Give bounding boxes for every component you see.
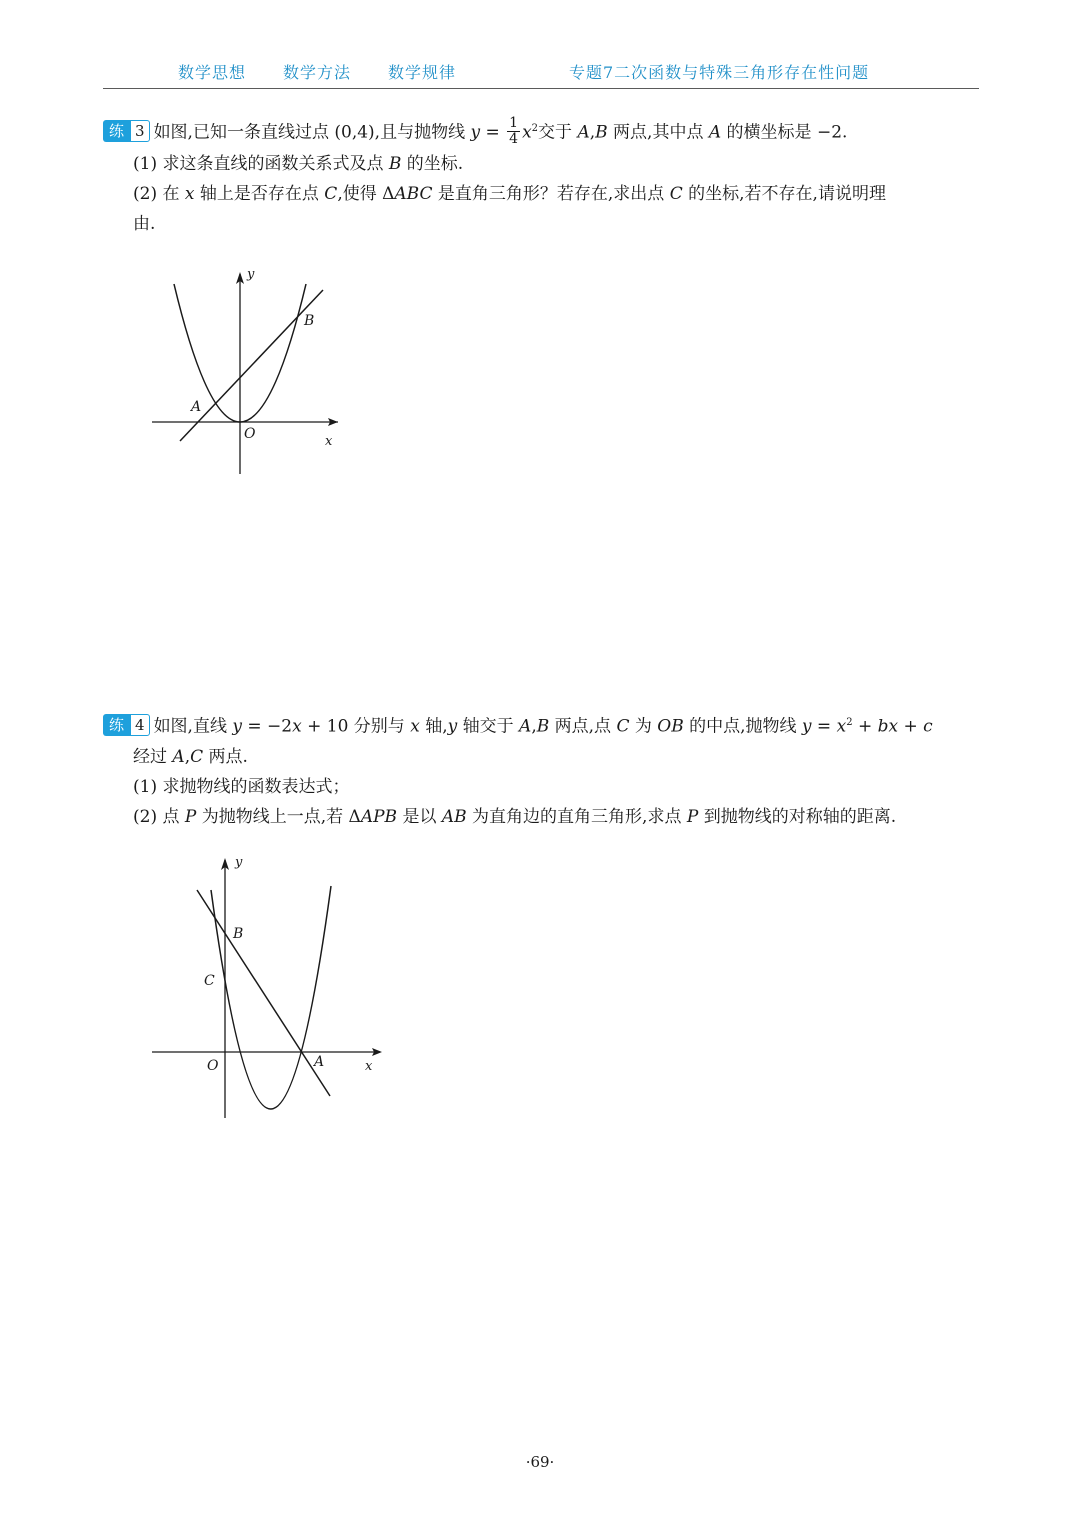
point-a-label: A	[314, 1054, 325, 1070]
header-topic-title: 专题7二次函数与特殊三角形存在性问题	[569, 63, 870, 82]
q-text: +	[898, 716, 924, 737]
q-text: 轴上是否存在点	[194, 183, 325, 204]
page-number: ·69·	[525, 1453, 555, 1471]
exercise-3-question	[103, 114, 983, 149]
exercise-tag-number: 4	[130, 714, 150, 736]
q-text: 两点.	[203, 746, 248, 767]
q-text: 的坐标.	[401, 153, 464, 174]
point-a-label: A	[191, 399, 202, 415]
point-label: C	[669, 183, 683, 204]
q-text: 两点,其中点	[607, 122, 709, 143]
point-label: C	[324, 183, 338, 204]
point-label: A	[577, 122, 590, 143]
exercise-3	[103, 114, 983, 239]
origin-label: O	[207, 1058, 219, 1074]
point-b-label: B	[233, 926, 244, 942]
point-label: P	[184, 806, 197, 827]
math-var: x	[292, 716, 302, 737]
page-header	[103, 56, 979, 89]
exercise-4-tag	[103, 714, 150, 736]
q-text: 为直角边的直角三角形,求点	[466, 806, 687, 827]
q-text: +	[852, 716, 878, 737]
q-text: 经过	[133, 746, 173, 767]
point-b-label: B	[304, 313, 315, 329]
math-var: y	[801, 716, 812, 737]
point-label: A	[708, 122, 722, 143]
exponent: 2	[531, 123, 539, 134]
parabola-curve	[211, 886, 331, 1109]
point-label: B	[388, 153, 402, 174]
exercise-3-part-2-continued	[103, 209, 983, 239]
point-label: A	[172, 746, 185, 767]
exercise-3-figure	[140, 260, 360, 480]
point-label: A	[519, 716, 532, 737]
exercise-3-part-2	[103, 179, 983, 209]
q-text: (2) 在	[133, 183, 185, 204]
header-tag-method: 数学方法	[283, 63, 352, 82]
triangle-label: ABC	[394, 183, 433, 204]
point-label: P	[686, 806, 699, 827]
q-text: (2) 点	[133, 806, 185, 827]
q-text: 的中点,抛物线	[683, 716, 802, 737]
q-text: 是以	[397, 806, 442, 827]
exercise-4-figure	[140, 850, 400, 1125]
q-text: 的横坐标是 −2.	[721, 122, 848, 143]
q-text: =	[811, 716, 837, 737]
q-text: 如图,直线	[153, 716, 233, 737]
exercise-4-part-1	[103, 772, 983, 802]
q-text: + 10 分别与	[301, 716, 411, 737]
q-text: 为	[629, 716, 658, 737]
segment-label: OB	[657, 716, 684, 737]
math-var: x	[522, 122, 532, 143]
point-label: C	[190, 746, 204, 767]
q-text: (1) 求抛物线的函数表达式；	[133, 776, 350, 797]
exercise-4-part-2	[103, 802, 983, 832]
q-text: ,	[531, 716, 537, 737]
exercise-4-question-continued	[103, 742, 983, 772]
exercise-4-question	[103, 708, 983, 742]
point-label: B	[536, 716, 550, 737]
exponent: 2	[846, 717, 853, 728]
point-label: B	[595, 122, 608, 143]
q-text: ,使得 Δ	[337, 183, 395, 204]
fraction-denominator: 4	[509, 130, 519, 147]
q-text: 交于	[538, 122, 578, 143]
q-text: 由.	[133, 213, 156, 234]
math-var: c	[923, 716, 933, 737]
q-text: 是直角三角形？若存在,求出点	[432, 183, 670, 204]
x-axis-label: x	[325, 434, 333, 449]
math-var: y	[232, 716, 242, 737]
q-text: 如图,已知一条直线过点 (0,4),且与抛物线	[153, 122, 471, 143]
q-text: 到抛物线的对称轴的距离.	[698, 806, 897, 827]
origin-label: O	[244, 426, 256, 442]
triangle-label: APB	[360, 806, 398, 827]
math-var: y	[470, 122, 481, 143]
header-tag-rule: 数学规律	[388, 63, 457, 82]
q-text: ,	[589, 122, 596, 143]
q-text: (1) 求这条直线的函数关系式及点	[133, 153, 389, 174]
math-var: bx	[877, 716, 899, 737]
exercise-3-part-1	[103, 149, 983, 179]
math-var: y	[447, 716, 458, 737]
q-text: 的坐标,若不存在,请说明理	[682, 183, 886, 204]
exercise-tag-label: 练	[103, 120, 130, 142]
q-text: 为抛物线上一点,若 Δ	[196, 806, 361, 827]
q-text: 轴交于	[457, 716, 520, 737]
fraction	[507, 116, 520, 147]
y-axis-label: y	[235, 855, 243, 870]
segment-label: AB	[441, 806, 467, 827]
exercise-tag-number: 3	[130, 120, 150, 142]
x-axis-label: x	[365, 1059, 373, 1074]
exercise-3-tag	[103, 120, 150, 142]
q-text: 轴,	[419, 716, 448, 737]
math-var: x	[410, 716, 420, 737]
point-label: C	[616, 716, 630, 737]
exercise-4	[103, 708, 983, 832]
math-var: x	[184, 183, 195, 204]
header-tag-thought: 数学思想	[178, 63, 247, 82]
exercise-tag-label: 练	[103, 714, 130, 736]
q-text: 两点,点	[549, 716, 617, 737]
q-text: ,	[184, 746, 191, 767]
y-axis-label: y	[247, 267, 255, 282]
point-c-label: C	[204, 973, 215, 989]
math-var: x	[836, 716, 847, 737]
q-text: = −2	[241, 716, 293, 737]
fraction-numerator: 1	[509, 114, 519, 131]
q-text: =	[480, 122, 506, 143]
